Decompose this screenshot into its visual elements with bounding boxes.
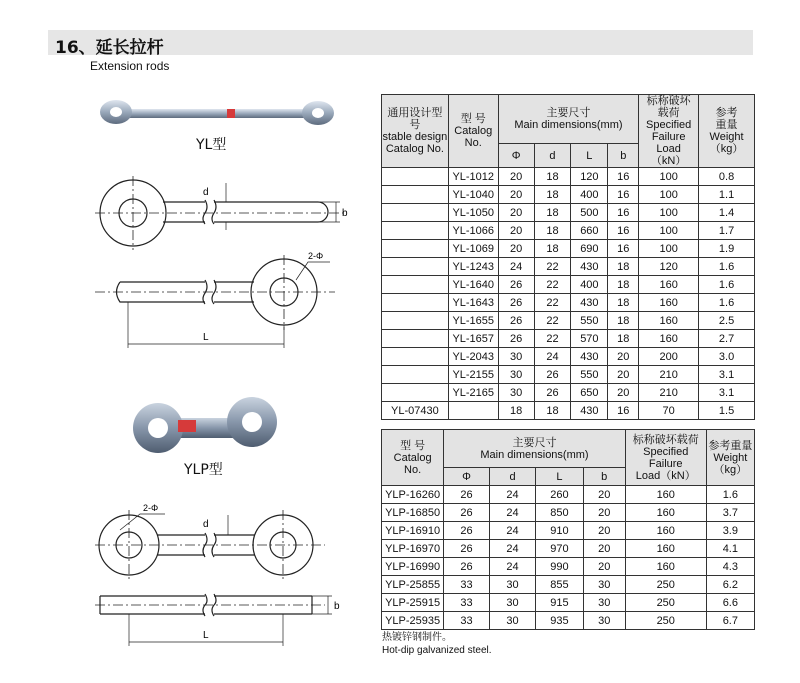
yl-cell-d: 22	[534, 330, 571, 348]
yl-cell-design	[382, 384, 449, 402]
ylp-dim-d: d	[203, 519, 209, 530]
ylp-cell-load: 250	[625, 576, 706, 594]
ylp-header-phi: Φ	[444, 468, 490, 486]
yl-cell-load: 70	[639, 402, 699, 420]
yl-cell-load: 100	[639, 240, 699, 258]
section-subtitle: Extension rods	[90, 59, 170, 73]
yl-cell-weight: 1.4	[699, 204, 755, 222]
yl-product-photo	[100, 100, 334, 125]
yl-cell-phi: 26	[498, 312, 534, 330]
ylp-cell-weight: 1.6	[706, 486, 754, 504]
yl-cell-load: 210	[639, 366, 699, 384]
yl-cell-catalog: YL-1066	[448, 222, 498, 240]
yl-header-main-dims: 主要尺寸 Main dimensions(mm)	[498, 95, 639, 144]
yl-cell-b: 18	[608, 276, 639, 294]
ylp-cell-load: 250	[625, 612, 706, 630]
yl-cell-phi: 26	[498, 294, 534, 312]
ylp-cell-d: 24	[489, 504, 535, 522]
yl-spec-table	[381, 94, 755, 420]
ylp-cell-d: 24	[489, 540, 535, 558]
yl-cell-load: 200	[639, 348, 699, 366]
yl-cell-d: 22	[534, 258, 571, 276]
ylp-dim-phi: 2-Φ	[143, 503, 159, 513]
ylp-cell-catalog: YLP-16910	[382, 522, 444, 540]
yl-cell-design	[382, 222, 449, 240]
yl-cell-d: 18	[534, 186, 571, 204]
yl-cell-L: 400	[571, 186, 608, 204]
ylp-cell-phi: 33	[444, 576, 490, 594]
yl-cell-L: 430	[571, 348, 608, 366]
yl-cell-weight: 2.5	[699, 312, 755, 330]
yl-table-row	[382, 276, 755, 294]
yl-cell-catalog: YL-1040	[448, 186, 498, 204]
ylp-spec-table	[381, 429, 755, 630]
yl-table-row	[382, 312, 755, 330]
yl-cell-design	[382, 276, 449, 294]
yl-table-row	[382, 186, 755, 204]
yl-cell-weight: 1.6	[699, 294, 755, 312]
ylp-cell-b: 30	[583, 594, 625, 612]
yl-cell-weight: 1.6	[699, 276, 755, 294]
ylp-cell-load: 160	[625, 540, 706, 558]
yl-cell-load: 100	[639, 186, 699, 204]
yl-cell-L: 430	[571, 402, 608, 420]
ylp-header-weight: 参考重量 Weight （kg）	[706, 430, 754, 486]
yl-cell-design	[382, 366, 449, 384]
ylp-cell-L: 855	[536, 576, 583, 594]
yl-cell-d: 22	[534, 312, 571, 330]
yl-cell-design	[382, 168, 449, 186]
yl-cell-d: 22	[534, 294, 571, 312]
yl-header-phi: Φ	[498, 144, 534, 168]
yl-cell-weight: 1.9	[699, 240, 755, 258]
yl-header-catalog: 型 号 Catalog No.	[448, 95, 498, 168]
yl-cell-load: 120	[639, 258, 699, 276]
ylp-cell-L: 910	[536, 522, 583, 540]
ylp-table-row	[382, 594, 755, 612]
ylp-header-b: b	[583, 468, 625, 486]
ylp-cell-L: 935	[536, 612, 583, 630]
yl-cell-load: 100	[639, 222, 699, 240]
yl-cell-b: 20	[608, 366, 639, 384]
yl-cell-phi: 26	[498, 276, 534, 294]
ylp-table-row	[382, 576, 755, 594]
ylp-cell-d: 30	[489, 612, 535, 630]
yl-cell-b: 16	[608, 204, 639, 222]
yl-cell-d: 18	[534, 240, 571, 258]
yl-cell-phi: 30	[498, 384, 534, 402]
yl-cell-load: 210	[639, 384, 699, 402]
yl-cell-weight: 1.5	[699, 402, 755, 420]
yl-cell-design	[382, 186, 449, 204]
ylp-cell-L: 915	[536, 594, 583, 612]
ylp-cell-catalog: YLP-16260	[382, 486, 444, 504]
ylp-cell-b: 20	[583, 522, 625, 540]
ylp-cell-d: 24	[489, 558, 535, 576]
yl-cell-L: 650	[571, 384, 608, 402]
ylp-type-label: YLP型	[184, 462, 223, 478]
note-en: Hot-dip galvanized steel.	[382, 645, 492, 656]
ylp-cell-weight: 4.3	[706, 558, 754, 576]
yl-cell-catalog: YL-1012	[448, 168, 498, 186]
ylp-cell-weight: 6.6	[706, 594, 754, 612]
yl-table-row	[382, 348, 755, 366]
yl-cell-weight: 0.8	[699, 168, 755, 186]
yl-cell-phi: 20	[498, 186, 534, 204]
yl-cell-d: 26	[534, 384, 571, 402]
ylp-product-photo	[133, 397, 277, 453]
yl-cell-catalog: YL-2165	[448, 384, 498, 402]
ylp-cell-catalog: YLP-16970	[382, 540, 444, 558]
yl-cell-L: 550	[571, 312, 608, 330]
yl-cell-design	[382, 204, 449, 222]
yl-cell-b: 18	[608, 312, 639, 330]
ylp-cell-b: 20	[583, 504, 625, 522]
yl-table-row	[382, 258, 755, 276]
yl-cell-L: 400	[571, 276, 608, 294]
ylp-cell-b: 20	[583, 486, 625, 504]
ylp-cell-catalog: YLP-16990	[382, 558, 444, 576]
product-drawings	[0, 0, 370, 683]
ylp-cell-d: 24	[489, 486, 535, 504]
yl-cell-phi: 20	[498, 240, 534, 258]
ylp-cell-phi: 26	[444, 504, 490, 522]
yl-cell-b: 18	[608, 294, 639, 312]
yl-cell-weight: 1.1	[699, 186, 755, 204]
ylp-cell-weight: 3.9	[706, 522, 754, 540]
ylp-header-catalog: 型 号 Catalog No.	[382, 430, 444, 486]
yl-header-design: 通用设计型号 stable design Catalog No.	[382, 95, 449, 168]
ylp-cell-catalog: YLP-25915	[382, 594, 444, 612]
yl-cell-d: 26	[534, 366, 571, 384]
yl-cell-phi: 18	[498, 402, 534, 420]
yl-cell-catalog: YL-1640	[448, 276, 498, 294]
yl-header-b: b	[608, 144, 639, 168]
yl-table-row	[382, 402, 755, 420]
yl-cell-weight: 3.0	[699, 348, 755, 366]
ylp-cell-b: 30	[583, 576, 625, 594]
yl-table-row	[382, 222, 755, 240]
yl-cell-load: 160	[639, 294, 699, 312]
ylp-header-main-dims: 主要尺寸 Main dimensions(mm)	[444, 430, 626, 468]
ylp-cell-b: 20	[583, 540, 625, 558]
ylp-header-d: d	[489, 468, 535, 486]
ylp-header-failure-load: 标称破坏载荷 Specified Failure Load（kN）	[625, 430, 706, 486]
yl-cell-d: 22	[534, 276, 571, 294]
yl-cell-phi: 20	[498, 204, 534, 222]
ylp-cell-load: 160	[625, 522, 706, 540]
ylp-cell-d: 24	[489, 522, 535, 540]
yl-cell-load: 160	[639, 312, 699, 330]
note-cn: 热镀锌钢制件。	[382, 632, 452, 643]
yl-header-L: L	[571, 144, 608, 168]
ylp-cell-L: 970	[536, 540, 583, 558]
yl-cell-phi: 24	[498, 258, 534, 276]
yl-table-row	[382, 168, 755, 186]
yl-header-failure-load: 标称破坏 载荷 Specified Failure Load （kN）	[639, 95, 699, 168]
section-title: 16、延长拉杆	[55, 38, 164, 58]
yl-cell-d: 18	[534, 222, 571, 240]
ylp-front-drawing	[95, 510, 325, 582]
ylp-cell-catalog: YLP-25855	[382, 576, 444, 594]
yl-table-row	[382, 240, 755, 258]
ylp-cell-catalog: YLP-25935	[382, 612, 444, 630]
ylp-cell-load: 250	[625, 594, 706, 612]
yl-cell-catalog: YL-1655	[448, 312, 498, 330]
yl-table-row	[382, 384, 755, 402]
ylp-cell-load: 160	[625, 558, 706, 576]
yl-cell-b: 16	[608, 240, 639, 258]
yl-cell-catalog: YL-1643	[448, 294, 498, 312]
yl-header-weight: 参考 重量 Weight （kg）	[699, 95, 755, 168]
ylp-cell-phi: 33	[444, 612, 490, 630]
yl-cell-d: 18	[534, 402, 571, 420]
yl-dim-b: b	[342, 208, 348, 219]
ylp-cell-d: 30	[489, 576, 535, 594]
yl-cell-catalog: YL-1657	[448, 330, 498, 348]
yl-front-drawing	[95, 176, 345, 250]
ylp-cell-load: 160	[625, 504, 706, 522]
yl-cell-design: YL-07430	[382, 402, 449, 420]
ylp-header-L: L	[536, 468, 583, 486]
yl-type-label: YL型	[196, 137, 227, 153]
yl-cell-b: 18	[608, 258, 639, 276]
yl-cell-weight: 1.7	[699, 222, 755, 240]
yl-cell-weight: 1.6	[699, 258, 755, 276]
ylp-dim-L: L	[203, 630, 209, 641]
ylp-table-row	[382, 540, 755, 558]
yl-cell-b: 16	[608, 222, 639, 240]
yl-cell-b: 16	[608, 168, 639, 186]
ylp-cell-weight: 6.2	[706, 576, 754, 594]
yl-cell-weight: 2.7	[699, 330, 755, 348]
ylp-table-row	[382, 522, 755, 540]
ylp-table-row	[382, 558, 755, 576]
yl-cell-L: 120	[571, 168, 608, 186]
yl-cell-b: 16	[608, 186, 639, 204]
ylp-table-row	[382, 504, 755, 522]
yl-cell-d: 18	[534, 204, 571, 222]
yl-cell-b: 16	[608, 402, 639, 420]
yl-cell-weight: 3.1	[699, 384, 755, 402]
yl-cell-b: 20	[608, 384, 639, 402]
yl-dim-phi: 2-Φ	[308, 251, 324, 261]
yl-cell-design	[382, 240, 449, 258]
ylp-cell-catalog: YLP-16850	[382, 504, 444, 522]
yl-cell-load: 160	[639, 330, 699, 348]
ylp-cell-phi: 26	[444, 558, 490, 576]
yl-cell-design	[382, 312, 449, 330]
ylp-cell-weight: 6.7	[706, 612, 754, 630]
yl-cell-catalog: YL-2043	[448, 348, 498, 366]
yl-cell-phi: 20	[498, 222, 534, 240]
ylp-cell-L: 990	[536, 558, 583, 576]
yl-cell-L: 430	[571, 294, 608, 312]
yl-cell-b: 18	[608, 330, 639, 348]
yl-cell-catalog: YL-1050	[448, 204, 498, 222]
yl-cell-phi: 26	[498, 330, 534, 348]
yl-cell-design	[382, 330, 449, 348]
yl-cell-catalog: YL-1243	[448, 258, 498, 276]
yl-cell-L: 570	[571, 330, 608, 348]
ylp-cell-load: 160	[625, 486, 706, 504]
yl-cell-load: 160	[639, 276, 699, 294]
ylp-side-drawing	[95, 594, 332, 646]
yl-cell-load: 100	[639, 204, 699, 222]
ylp-cell-weight: 4.1	[706, 540, 754, 558]
ylp-cell-b: 20	[583, 558, 625, 576]
ylp-cell-phi: 26	[444, 522, 490, 540]
ylp-cell-weight: 3.7	[706, 504, 754, 522]
yl-table-row	[382, 330, 755, 348]
yl-cell-L: 660	[571, 222, 608, 240]
ylp-cell-phi: 26	[444, 486, 490, 504]
ylp-table-row	[382, 612, 755, 630]
yl-table-row	[382, 294, 755, 312]
yl-cell-phi: 30	[498, 366, 534, 384]
ylp-cell-b: 30	[583, 612, 625, 630]
yl-table-row	[382, 366, 755, 384]
yl-cell-phi: 20	[498, 168, 534, 186]
yl-cell-catalog: YL-1069	[448, 240, 498, 258]
yl-cell-L: 690	[571, 240, 608, 258]
yl-header-d: d	[534, 144, 571, 168]
yl-cell-d: 24	[534, 348, 571, 366]
ylp-table-row	[382, 486, 755, 504]
ylp-cell-d: 30	[489, 594, 535, 612]
yl-cell-phi: 30	[498, 348, 534, 366]
yl-side-drawing	[95, 255, 335, 348]
yl-cell-b: 20	[608, 348, 639, 366]
ylp-cell-L: 850	[536, 504, 583, 522]
yl-cell-d: 18	[534, 168, 571, 186]
yl-cell-catalog	[448, 402, 498, 420]
yl-table-row	[382, 204, 755, 222]
yl-cell-load: 100	[639, 168, 699, 186]
yl-cell-design	[382, 348, 449, 366]
yl-dim-L: L	[203, 332, 209, 343]
ylp-cell-phi: 26	[444, 540, 490, 558]
yl-cell-catalog: YL-2155	[448, 366, 498, 384]
yl-dim-d: d	[203, 187, 209, 198]
yl-cell-L: 430	[571, 258, 608, 276]
yl-cell-L: 500	[571, 204, 608, 222]
ylp-cell-phi: 33	[444, 594, 490, 612]
yl-cell-L: 550	[571, 366, 608, 384]
ylp-cell-L: 260	[536, 486, 583, 504]
yl-cell-weight: 3.1	[699, 366, 755, 384]
ylp-dim-b: b	[334, 601, 340, 612]
yl-cell-design	[382, 294, 449, 312]
yl-cell-design	[382, 258, 449, 276]
